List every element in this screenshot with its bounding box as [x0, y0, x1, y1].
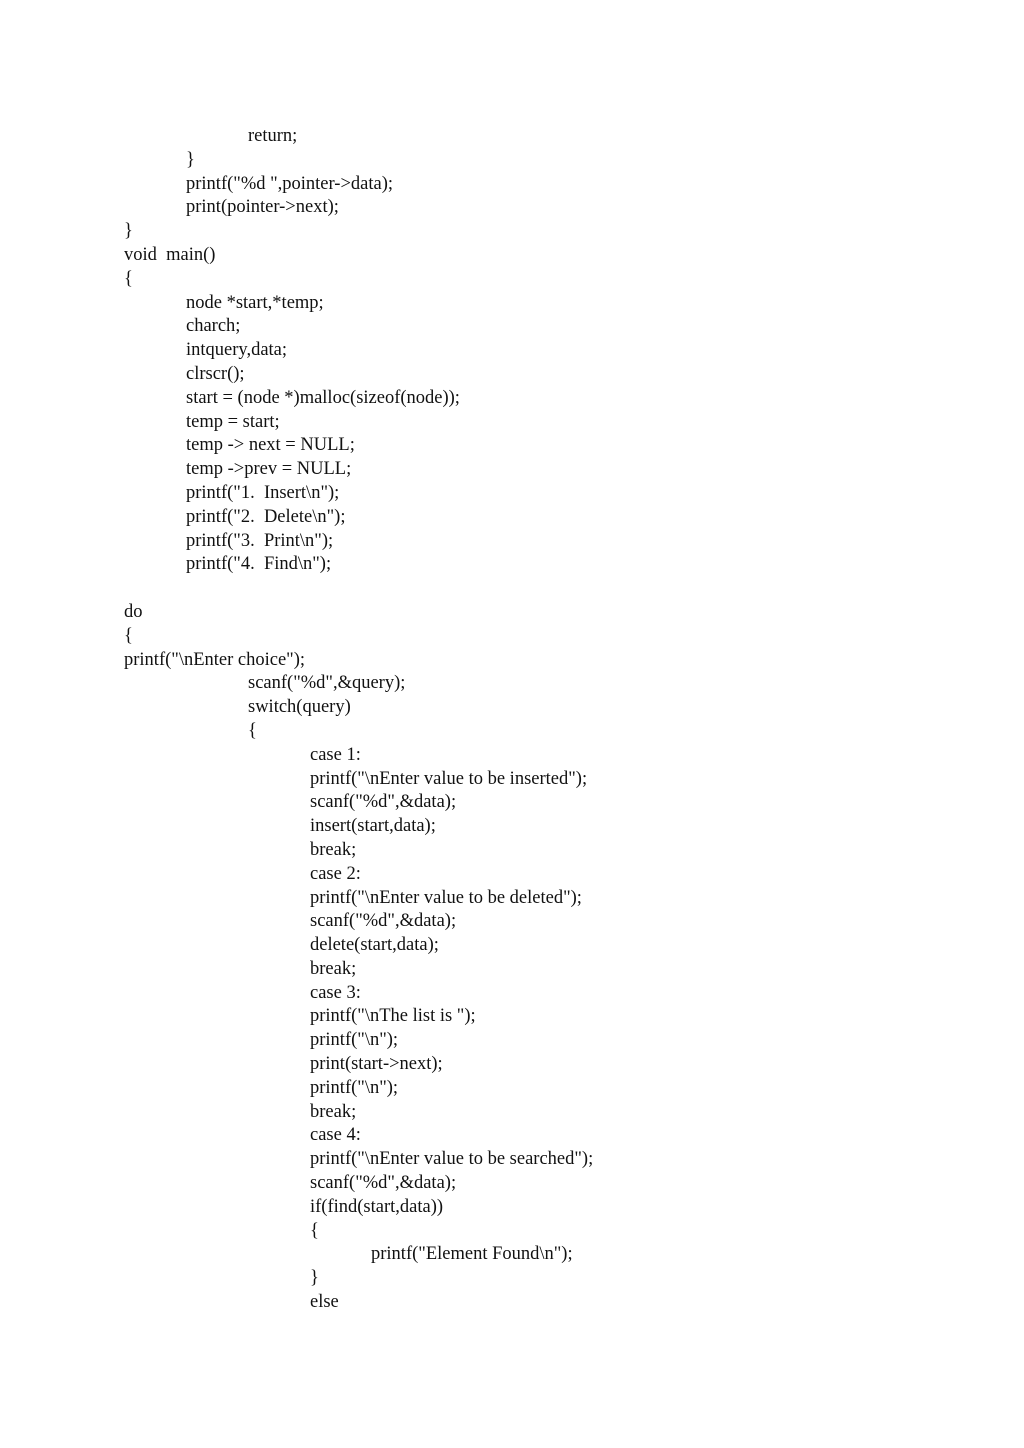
- code-line: if(find(start,data)): [310, 1196, 444, 1217]
- code-line: {: [248, 720, 257, 741]
- code-line: {: [124, 268, 133, 289]
- code-line: delete(start,data);: [310, 935, 439, 956]
- code-line: insert(start,data);: [310, 816, 436, 837]
- code-line: start = (node *)malloc(sizeof(node));: [186, 387, 460, 408]
- code-line: printf("\n");: [310, 1077, 399, 1098]
- code-line: return;: [248, 126, 298, 146]
- code-line: printf("4. Find\n");: [186, 554, 332, 575]
- code-line: void main(): [124, 244, 216, 265]
- code-line: case 1:: [310, 744, 361, 765]
- code-line: temp = start;: [186, 411, 280, 432]
- code-line: else: [310, 1292, 339, 1313]
- code-line: {: [310, 1220, 319, 1241]
- code-line: printf("\nEnter value to be searched");: [310, 1149, 594, 1170]
- code-line: printf("2. Delete\n");: [186, 506, 346, 527]
- code-line: case 4:: [310, 1125, 361, 1146]
- code-line: temp -> next = NULL;: [186, 435, 355, 456]
- code-line: }: [124, 221, 133, 242]
- code-line: printf("\nEnter value to be deleted");: [310, 887, 582, 908]
- code-line: }: [186, 149, 195, 170]
- code-line: printf("3. Print\n");: [186, 530, 334, 551]
- code-line: scanf("%d",&query);: [248, 673, 406, 694]
- code-line: node *start,*temp;: [186, 292, 324, 313]
- code-line: printf("\nEnter choice");: [124, 649, 306, 670]
- code-line: scanf("%d",&data);: [310, 911, 457, 932]
- code-line: do: [124, 601, 143, 622]
- code-line: printf("\nThe list is ");: [310, 1006, 476, 1027]
- code-line: case 3:: [310, 982, 361, 1003]
- code-line: intquery,data;: [186, 340, 288, 361]
- code-line: temp ->prev = NULL;: [186, 459, 352, 480]
- code-line: clrscr();: [186, 363, 245, 384]
- code-line: printf("1. Insert\n");: [186, 482, 340, 503]
- blank-line: [124, 577, 593, 601]
- code-line: }: [310, 1268, 319, 1289]
- code-line: printf("\nEnter value to be inserted");: [310, 768, 588, 789]
- code-line: scanf("%d",&data);: [310, 792, 457, 813]
- code-line: printf("\n");: [310, 1030, 399, 1051]
- code-line: print(start->next);: [310, 1054, 443, 1075]
- code-line: switch(query): [248, 697, 351, 718]
- code-line: scanf("%d",&data);: [310, 1173, 457, 1194]
- code-line: case 2:: [310, 863, 361, 884]
- code-line: printf("%d ",pointer->data);: [186, 173, 394, 194]
- code-line: break;: [310, 1101, 357, 1122]
- code-line: print(pointer->next);: [186, 197, 339, 218]
- code-line: break;: [310, 839, 357, 860]
- code-line: charch;: [186, 316, 241, 337]
- code-line: break;: [310, 958, 357, 979]
- code-listing: [124, 125, 593, 1315]
- code-line: printf("Element Found\n");: [371, 1244, 573, 1265]
- code-line: {: [124, 625, 133, 646]
